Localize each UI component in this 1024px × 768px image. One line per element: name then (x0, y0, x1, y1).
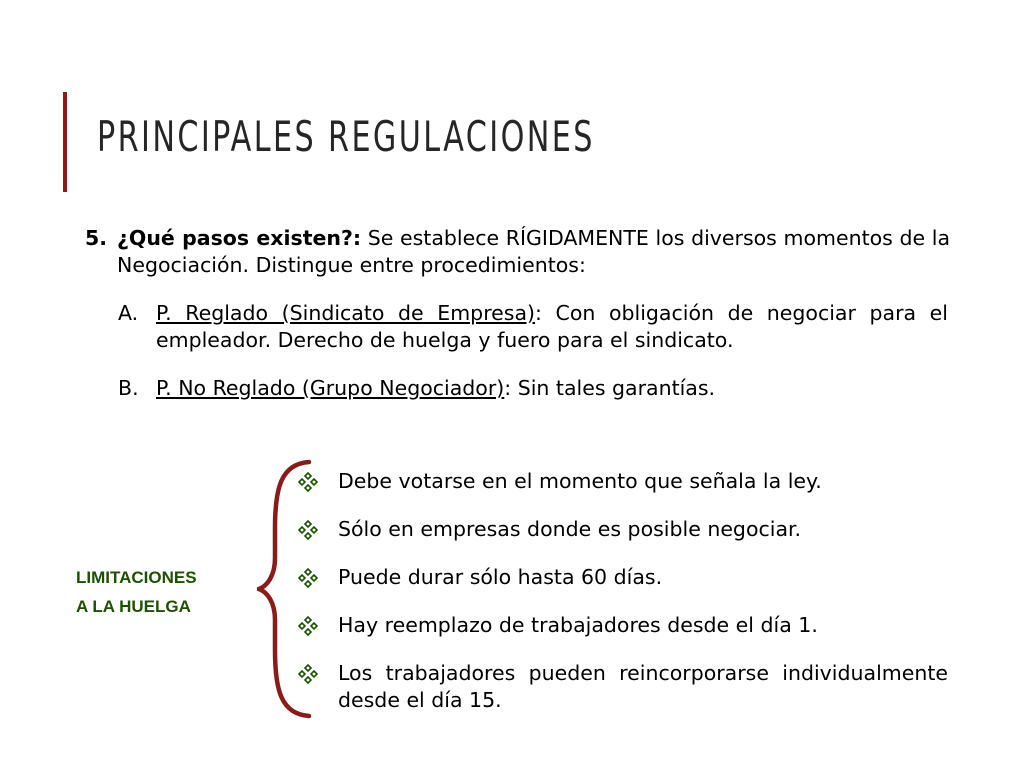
limitation-text: Los trabajadores pueden reincorporarse individualmente desde el día 15. (338, 661, 948, 712)
limitations-label (76, 563, 197, 621)
point-body (117, 225, 950, 279)
four-diamond-bullet-icon (298, 520, 318, 540)
procedure-body (156, 300, 948, 354)
point-5 (85, 225, 950, 279)
limitation-item (298, 612, 948, 639)
procedure-letter: A. (118, 301, 139, 325)
limitation-item (298, 660, 948, 714)
point-question: ¿Qué pasos existen?: (117, 226, 362, 250)
four-diamond-bullet-icon (298, 664, 318, 684)
limitation-text: Sólo en empresas donde es posible negociar. (338, 517, 802, 541)
limitation-item (298, 564, 948, 591)
procedure-letter: B. (118, 376, 139, 400)
limitations-label-line1: LIMITACIONES (76, 568, 197, 587)
limitation-text: Puede durar sólo hasta 60 días. (338, 565, 663, 589)
procedure-body (156, 375, 948, 402)
limitation-item (298, 516, 948, 543)
limitation-item (298, 468, 948, 495)
title-accent-bar (63, 92, 67, 192)
limitation-text: Hay reemplazo de trabajadores desde el día 1. (338, 613, 818, 637)
procedure-text: : Con obligación de negociar para el empleador. Derecho de huelga y fuero para el sindicato. (156, 301, 948, 352)
procedure-term: P. Reglado (Sindicato de Empresa) (156, 301, 536, 325)
procedure-item-b (118, 375, 948, 402)
four-diamond-bullet-icon (298, 568, 318, 588)
limitations-list (298, 468, 948, 735)
point-text: Se establece RÍGIDAMENTE los diversos momentos de la Negociación. Distingue entre procedimientos: (117, 226, 951, 277)
procedure-text: : Sin tales garantías. (504, 376, 716, 400)
four-diamond-bullet-icon (298, 616, 318, 636)
point-number: 5. (85, 226, 108, 250)
limitation-text: Debe votarse en el momento que señala la ley. (338, 469, 822, 493)
procedure-term: P. No Reglado (Grupo Negociador) (156, 376, 505, 400)
four-diamond-bullet-icon (298, 472, 318, 492)
slide-title: PRINCIPALES REGULACIONES (97, 112, 595, 161)
limitations-label-line2: A LA HUELGA (76, 597, 191, 616)
procedure-item-a (118, 300, 948, 354)
